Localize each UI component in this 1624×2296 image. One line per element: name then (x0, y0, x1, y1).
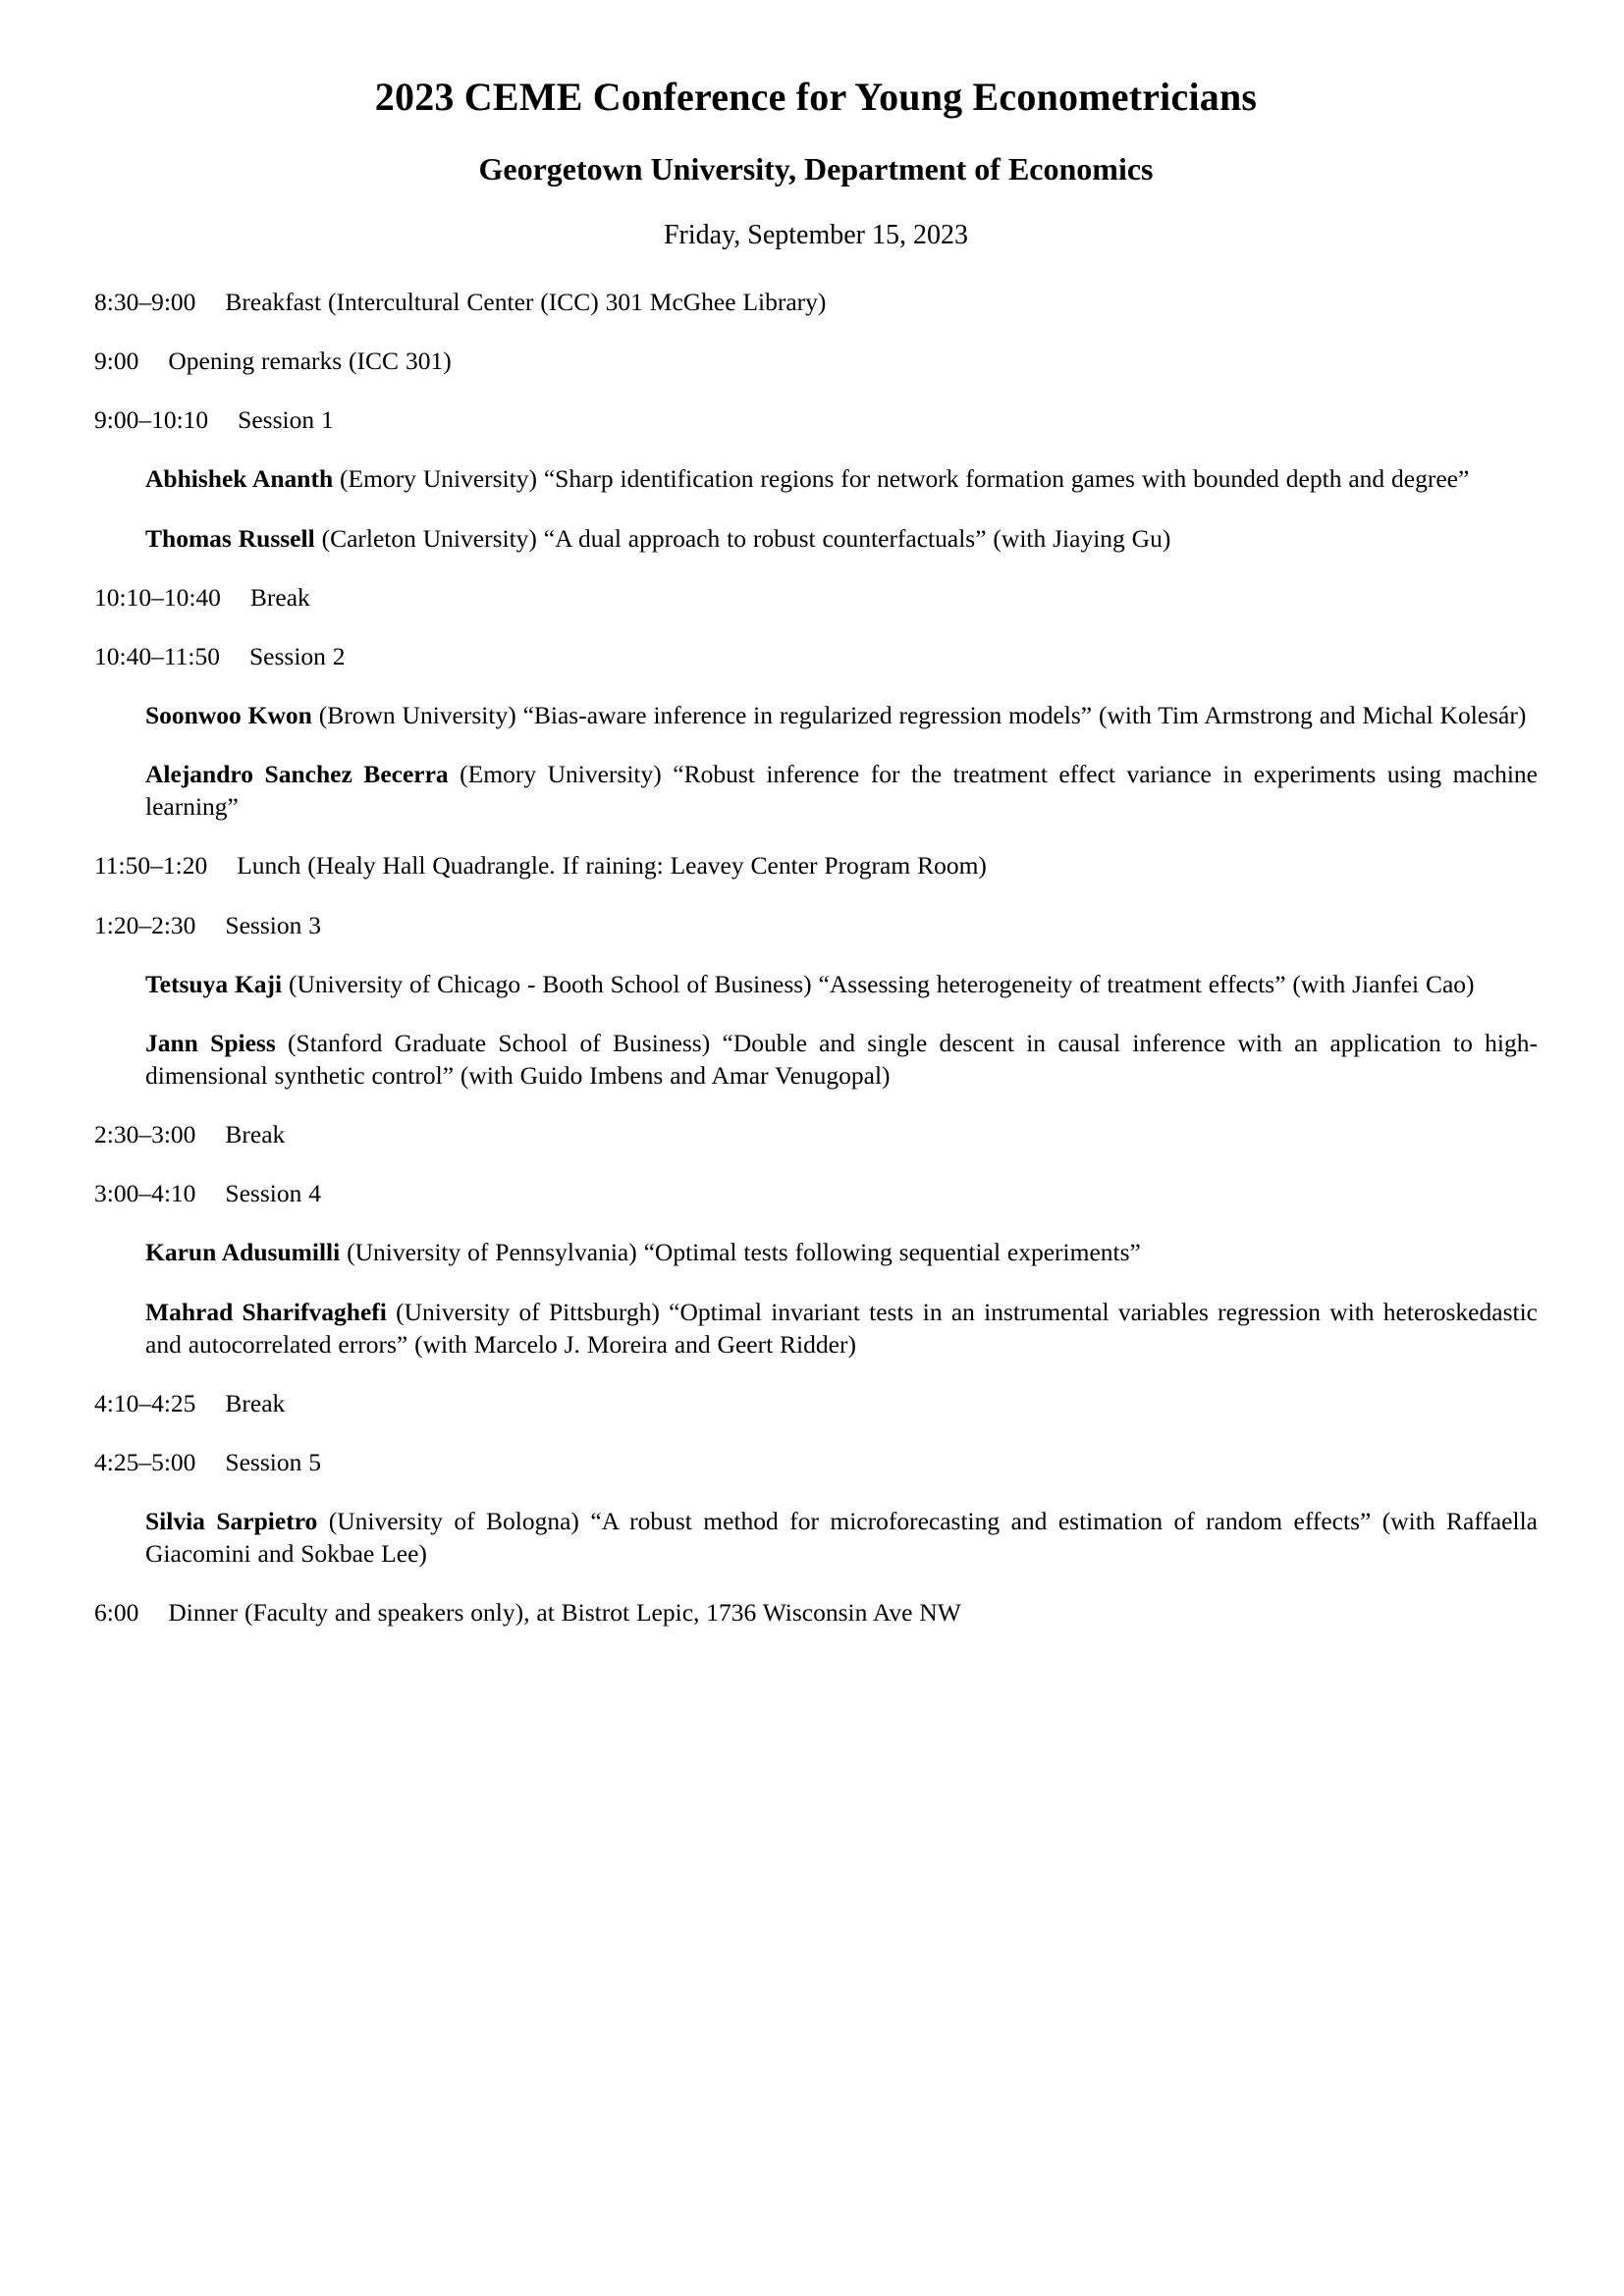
talk-speaker: Mahrad Sharifvaghefi (145, 1297, 387, 1326)
schedule-session-row (94, 403, 1538, 436)
schedule-label: Lunch (Healy Hall Quadrangle. If raining: Leavey Center Program Room) (237, 851, 987, 881)
schedule-event-row (94, 286, 1538, 318)
schedule-label: Break (225, 1120, 286, 1149)
page-title: 2023 CEME Conference for Young Econometricians (374, 75, 1258, 119)
schedule-label: Session 5 (225, 1447, 321, 1476)
schedule-talk (94, 1296, 1538, 1361)
schedule-session-row (94, 1177, 1538, 1209)
talk-speaker: Alejandro Sanchez Becerra (145, 760, 449, 789)
schedule-talk (94, 968, 1538, 1000)
schedule-time: 3:00–4:10 (94, 1179, 196, 1208)
schedule-event-row (94, 1387, 1538, 1419)
schedule-talk (94, 522, 1538, 555)
talk-speaker: Abhishek Ananth (145, 464, 334, 494)
schedule-list (94, 286, 1538, 1629)
schedule-event-row (94, 1596, 1538, 1629)
talk-details: (Stanford Graduate School of Business) “Double and single descent in causal inference with an application to high-dimensional synthetic control” (with Guido Imbens and Amar Venugopal) (145, 1028, 1538, 1090)
talk-details: (Emory University) “Sharp identification regions for network formation games with bounded depth and degree” (333, 464, 1470, 494)
talk-details: (Carleton University) “A dual approach to robust counterfactuals” (with Jiaying Gu) (314, 523, 1171, 553)
schedule-time: 4:10–4:25 (94, 1388, 196, 1417)
schedule-time: 9:00–10:10 (94, 405, 209, 435)
talk-speaker: Tetsuya Kaji (145, 969, 283, 998)
talk-speaker: Karun Adusumilli (145, 1238, 341, 1267)
schedule-label: Session 4 (225, 1179, 321, 1208)
schedule-label: Breakfast (Intercultural Center (ICC) 301 McGhee Library) (225, 287, 827, 316)
talk-speaker: Silvia Sarpietro (145, 1507, 318, 1536)
schedule-time: 6:00 (94, 1598, 139, 1628)
schedule-label: Opening remarks (ICC 301) (168, 347, 452, 376)
schedule-event-row (94, 581, 1538, 614)
schedule-label: Session 1 (238, 405, 334, 435)
schedule-talk (94, 699, 1538, 731)
schedule-time: 10:40–11:50 (94, 641, 220, 670)
schedule-session-row (94, 909, 1538, 941)
talk-details: (University of Bologna) “A robust method for microforecasting and estimation of random effects” (with Raffaella Giacomini and Sokbae Lee) (145, 1507, 1538, 1569)
schedule-time: 9:00 (94, 347, 139, 376)
schedule-label: Break (249, 582, 310, 612)
schedule-time: 2:30–3:00 (94, 1120, 196, 1149)
schedule-event-row (94, 1118, 1538, 1150)
talk-speaker: Soonwoo Kwon (145, 700, 312, 729)
talk-details: (University of Chicago - Booth School of Business) “Assessing heterogeneity of treatment effects” (with Jianfei Cao) (282, 969, 1475, 998)
schedule-time: 1:20–2:30 (94, 910, 196, 939)
schedule-label: Session 2 (248, 641, 346, 670)
conference-date: Friday, September 15, 2023 (663, 219, 969, 250)
talk-details: (Emory University) “Robust inference for the treatment effect variance in experiments using machine learning” (145, 760, 1538, 822)
schedule-talk (94, 758, 1538, 823)
talk-speaker: Thomas Russell (145, 523, 315, 553)
talk-details: (University of Pittsburgh) “Optimal invariant tests in an instrumental variables regression with heteroskedastic and autocorrelated errors” (with Marcelo J. Moreira and Geert Ridder) (145, 1297, 1538, 1359)
schedule-talk (94, 462, 1538, 495)
talk-details: (University of Pennsylvania) “Optimal tests following sequential experiments” (340, 1238, 1141, 1267)
schedule-session-row (94, 640, 1538, 672)
schedule-label: Break (225, 1388, 286, 1417)
schedule-time: 10:10–10:40 (94, 582, 221, 612)
schedule-time: 8:30–9:00 (94, 287, 196, 316)
schedule-time: 11:50–1:20 (94, 851, 208, 881)
talk-details: (Brown University) “Bias-aware inference in regularized regression models” (with Tim Armstrong and Michal Kolesár) (311, 700, 1527, 729)
schedule-talk (94, 1505, 1538, 1570)
schedule-session-row (94, 1446, 1538, 1478)
page-subtitle: Georgetown University, Department of Economics (478, 151, 1154, 187)
talk-speaker: Jann Spiess (145, 1028, 276, 1057)
schedule-event-row (94, 345, 1538, 377)
schedule-label: Dinner (Faculty and speakers only), at Bistrot Lepic, 1736 Wisconsin Ave NW (168, 1598, 961, 1628)
schedule-label: Session 3 (225, 910, 321, 939)
schedule-talk (94, 1027, 1538, 1092)
schedule-talk (94, 1236, 1538, 1268)
schedule-time: 4:25–5:00 (94, 1447, 196, 1476)
schedule-event-row (94, 849, 1538, 881)
